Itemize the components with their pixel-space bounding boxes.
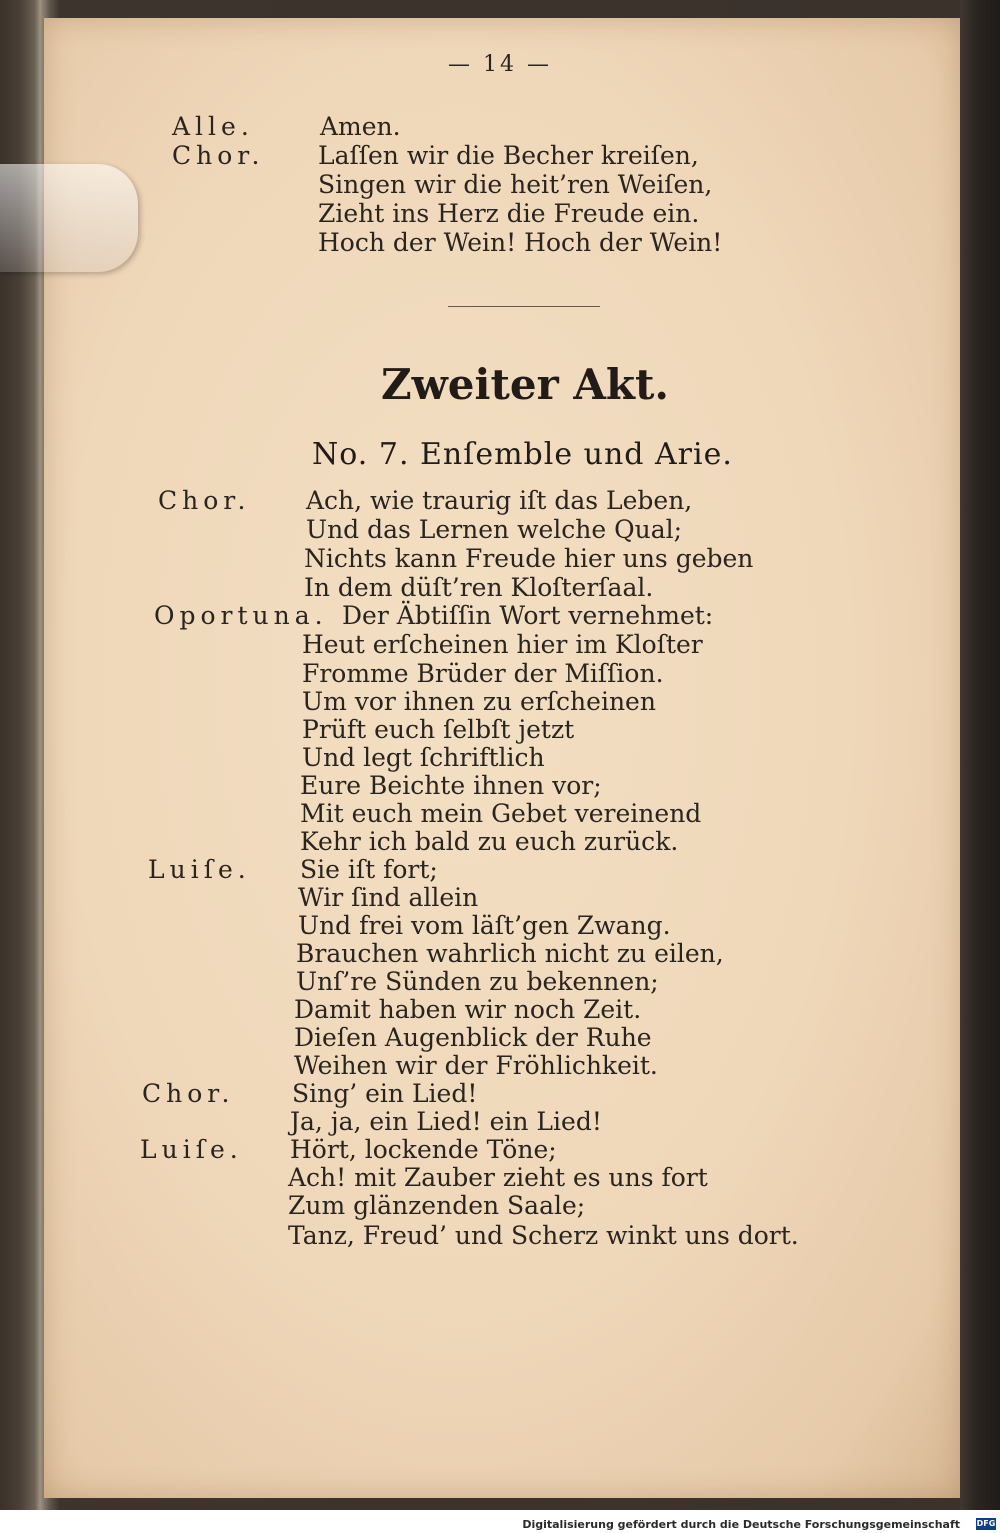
speaker-label: Luiſe. <box>140 1135 243 1164</box>
verse-line: In dem düſt’ren Kloſterſaal. <box>304 573 654 602</box>
speaker-label: Luiſe. <box>148 855 251 884</box>
verse-line: Sie iſt fort; <box>300 855 438 884</box>
verse-line: Laſſen wir die Becher kreiſen, <box>318 141 699 170</box>
verse-line: Ach! mit Zauber zieht es uns fort <box>288 1163 708 1192</box>
verse-line: Unſ’re Sünden zu bekennen; <box>296 967 659 996</box>
speaker-label: Alle. <box>172 112 254 141</box>
speaker-label: Oportuna. <box>154 601 328 630</box>
dfg-logo: DFG <box>976 1519 996 1528</box>
verse-line: Wir ſind allein <box>298 883 479 912</box>
verse-line: Brauchen wahrlich nicht zu eilen, <box>296 939 724 968</box>
verse-line: Eure Beichte ihnen vor; <box>300 771 602 800</box>
verse-line: Hört, lockende Töne; <box>290 1135 557 1164</box>
verse-line: Mit euch mein Gebet vereinend <box>300 799 702 828</box>
verse-line: Prüft euch ſelbſt jetzt <box>302 715 575 744</box>
page-clip <box>0 164 138 272</box>
verse-line: Kehr ich bald zu euch zurück. <box>300 827 679 856</box>
verse-line: Ja, ja, ein Lied! ein Lied! <box>290 1107 602 1136</box>
verse-line: Um vor ihnen zu erſcheinen <box>302 687 656 716</box>
verse-line: Dieſen Augenblick der Ruhe <box>294 1023 652 1052</box>
verse-line: Singen wir die heit’ren Weiſen, <box>318 170 713 199</box>
verse-line: Und frei vom läſt’gen Zwang. <box>298 911 671 940</box>
act-heading: Zweiter Akt. <box>380 360 670 409</box>
verse-line: Ach, wie traurig iſt das Leben, <box>306 486 693 515</box>
verse-line: Weihen wir der Fröhlichkeit. <box>294 1051 658 1080</box>
speaker-label: Chor. <box>172 141 265 170</box>
verse-line: Nichts kann Freude hier uns geben <box>304 544 754 573</box>
verse-line: Damit haben wir noch Zeit. <box>294 995 642 1024</box>
verse-line: Zieht ins Herz die Freude ein. <box>318 199 700 228</box>
section-divider <box>448 306 600 307</box>
verse-line: Der Äbtiſſin Wort vernehmet: <box>342 601 714 630</box>
speaker-label: Chor. <box>158 486 251 515</box>
speaker-label: Chor. <box>142 1079 235 1108</box>
verse-line: Fromme Brüder der Miſſion. <box>302 659 664 688</box>
verse-line: Und das Lernen welche Qual; <box>306 515 683 544</box>
funding-note: Digitalisierung gefördert durch die Deutsche Forschungsgemeinschaft <box>522 1518 960 1531</box>
verse-line: Amen. <box>320 112 401 141</box>
number-heading: No. 7. Enſemble und Arie. <box>312 437 733 472</box>
verse-line: Tanz, Freud’ und Scherz winkt uns dort. <box>288 1221 799 1250</box>
verse-line: Sing’ ein Lied! <box>292 1079 478 1108</box>
book-spine-edge <box>960 0 1000 1510</box>
verse-line: Hoch der Wein! Hoch der Wein! <box>318 228 723 257</box>
page-number: — 14 — <box>448 52 552 77</box>
verse-line: Heut erſcheinen hier im Kloſter <box>302 630 703 659</box>
verse-line: Zum glänzenden Saale; <box>288 1191 586 1220</box>
verse-line: Und legt ſchriftlich <box>302 743 545 772</box>
